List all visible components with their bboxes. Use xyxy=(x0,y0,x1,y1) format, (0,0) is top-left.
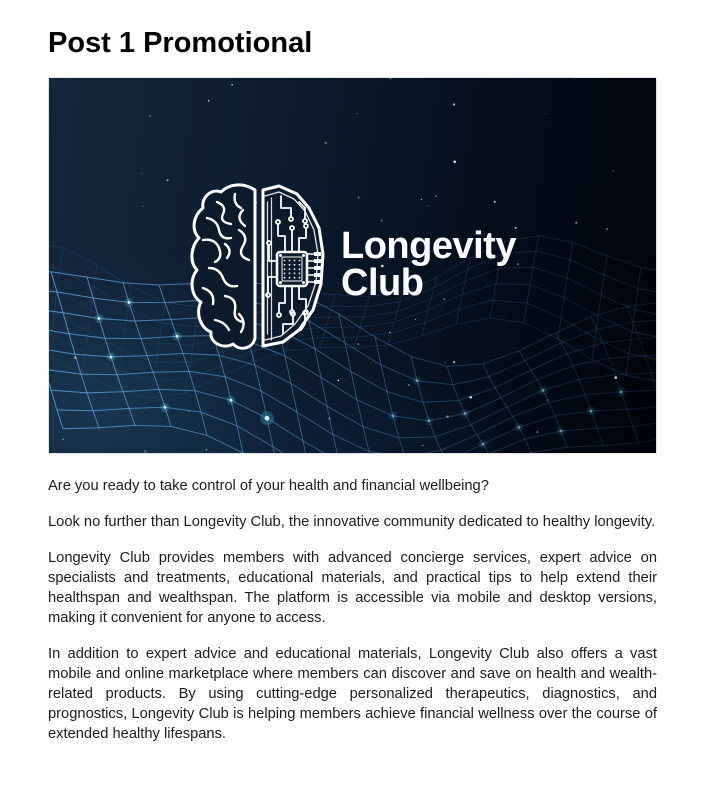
paragraph-2: Look no further than Longevity Club, the innovative community dedicated to healthy longevity. xyxy=(48,514,656,530)
logo-line-1: Longevity xyxy=(341,225,516,267)
paragraph-1: Are you ready to take control of your health and financial wellbeing? xyxy=(48,478,489,494)
paragraph-4: In addition to expert advice and educational materials, Longevity Club also offers a vast mobile and online marketplace where members can discover and save on health and wealth-related products. By using cutting-edge personalized therapeutics, diagnostics, and prognostics, Longevity Club is helping members achieve financial wellness over the course of extended healthy lifespans. xyxy=(48,646,657,742)
article-body xyxy=(48,476,657,744)
page-title: Post 1 Promotional xyxy=(48,27,313,59)
brain-right-hemisphere xyxy=(263,186,323,346)
hero-image xyxy=(48,77,657,454)
document-page xyxy=(0,27,702,744)
logo-wordmark xyxy=(341,225,516,304)
paragraph-3: Longevity Club provides members with advanced concierge services, expert advice on specialists and treatments, educational materials, and practical tips to help extend their healthspan and wealthspan. The platform is accessible via mobile and desktop versions, making it convenient for anyone to access. xyxy=(48,550,657,626)
brain-left-hemisphere xyxy=(192,185,255,348)
logo-line-2: Club xyxy=(341,262,424,304)
